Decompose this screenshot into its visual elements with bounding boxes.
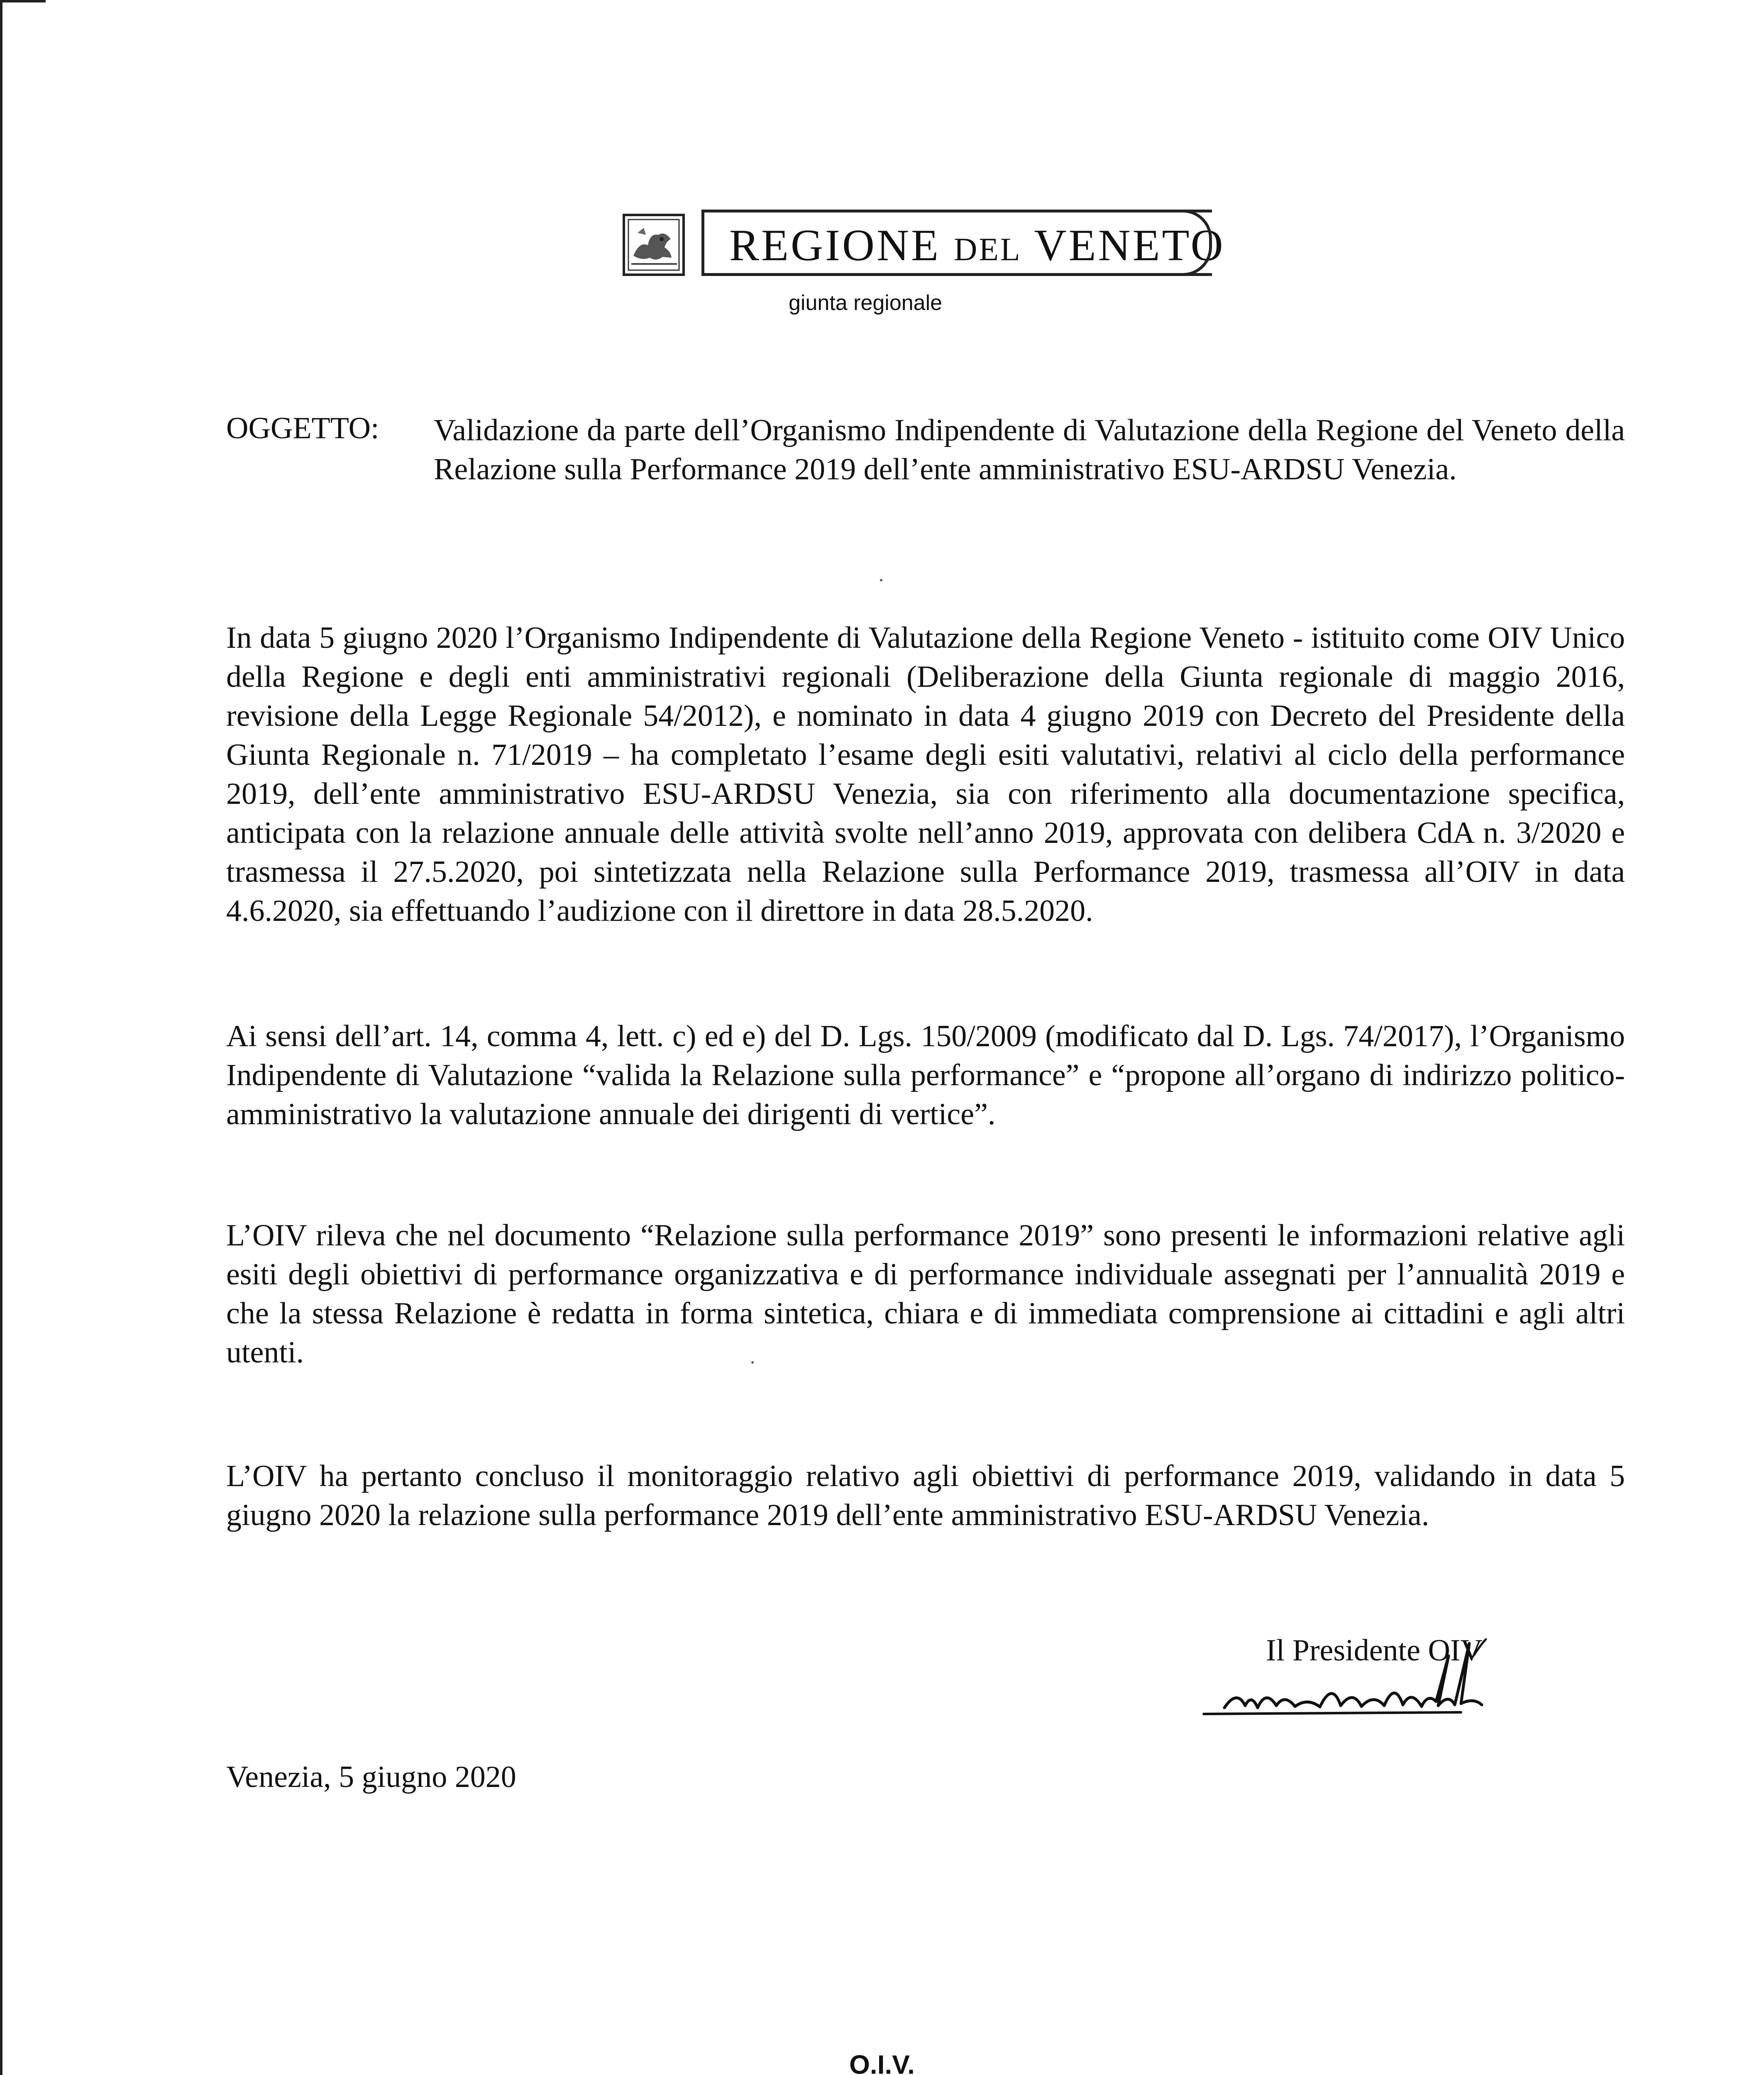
paragraph-2: Ai sensi dell’art. 14, comma 4, lett. c) ed e) del D. Lgs. 150/2009 (modificato dal D. Lgs. 74/2017), l’Organismo Indipendente di Valutazione “valida la Relazione sulla performance” e “propone all’organo di indirizzo politico-amministrativo la valutazione annuale dei dirigenti di vertice”. — [226, 1019, 1625, 1131]
signer-title: Il Presidente OIV — [1266, 1633, 1483, 1667]
footer-acronym: O.I.V. — [849, 2050, 915, 2075]
logo-word-regione: REGIONE — [729, 221, 941, 270]
region-logo — [623, 210, 1233, 280]
subject-text: Validazione da parte dell’Organismo Indipendente di Valutazione della Regione del Veneto della Relazione sulla Performance 2019 dell’ente amministrativo ESU-ARDSU Venezia. — [434, 413, 1625, 486]
paragraph-3: L’OIV rileva che nel documento “Relazione sulla performance 2019” sono presenti le informazioni relative agli esiti degli obiettivi di performance organizzativa e di performance individuale assegnati per l’annualità 2019 e che la stessa Relazione è redatta in forma sintetica, chiara e di immediata comprensione ai cittadini e agli altri utenti. — [226, 1218, 1625, 1370]
logo-word-del: DEL — [953, 231, 1022, 267]
subtitle: giunta regionale — [789, 291, 943, 315]
scan-speck — [880, 579, 882, 581]
paragraph-4: L’OIV ha pertanto concluso il monitoraggio relativo agli obiettivi di performance 2019, validando in data 5 giugno 2020 la relazione sulla performance 2019 dell’ente amministrativo ESU-ARDSU Venezia. — [226, 1459, 1625, 1532]
logo-word-veneto: VENETO — [1034, 221, 1225, 270]
handwritten-signature — [1195, 1631, 1569, 1747]
paragraph-1: In data 5 giugno 2020 l’Organismo Indipendente di Valutazione della Regione Veneto - istituito come OIV Unico della Regione e degli enti amministrativi regionali (Deliberazione della Giunta regionale di maggio 2016, revisione della Legge Regionale 54/2012), e nominato in data 4 giugno 2019 con Decreto del Presidente della Giunta Regionale n. 71/2019 – ha completato l’esame degli esiti valutativi, relativi al ciclo della performance 2019, dell’ente amministrativo ESU-ARDSU Venezia, sia con riferimento alla documentazione specifica, anticipata con la relazione annuale delle attività svolte nell’anno 2019, approvata con delibera CdA n. 3/2020 e trasmessa il 27.5.2020, poi sintetizzata nella Relazione sulla Performance 2019, trasmessa all’OIV in data 4.6.2020, sia effettuando l’audizione con il direttore in data 28.5.2020. — [226, 621, 1625, 928]
place-date: Venezia, 5 giugno 2020 — [226, 1760, 516, 1794]
footer-contacts — [540, 2046, 1224, 2075]
logo-title — [729, 221, 1225, 274]
subject-label: OGGETTO: — [226, 411, 379, 445]
scan-edge — [0, 0, 46, 2]
lion-emblem-icon — [623, 214, 685, 276]
scan-speck — [751, 1361, 754, 1364]
scan-edge — [0, 0, 2, 2075]
logo-frame — [701, 210, 1225, 276]
